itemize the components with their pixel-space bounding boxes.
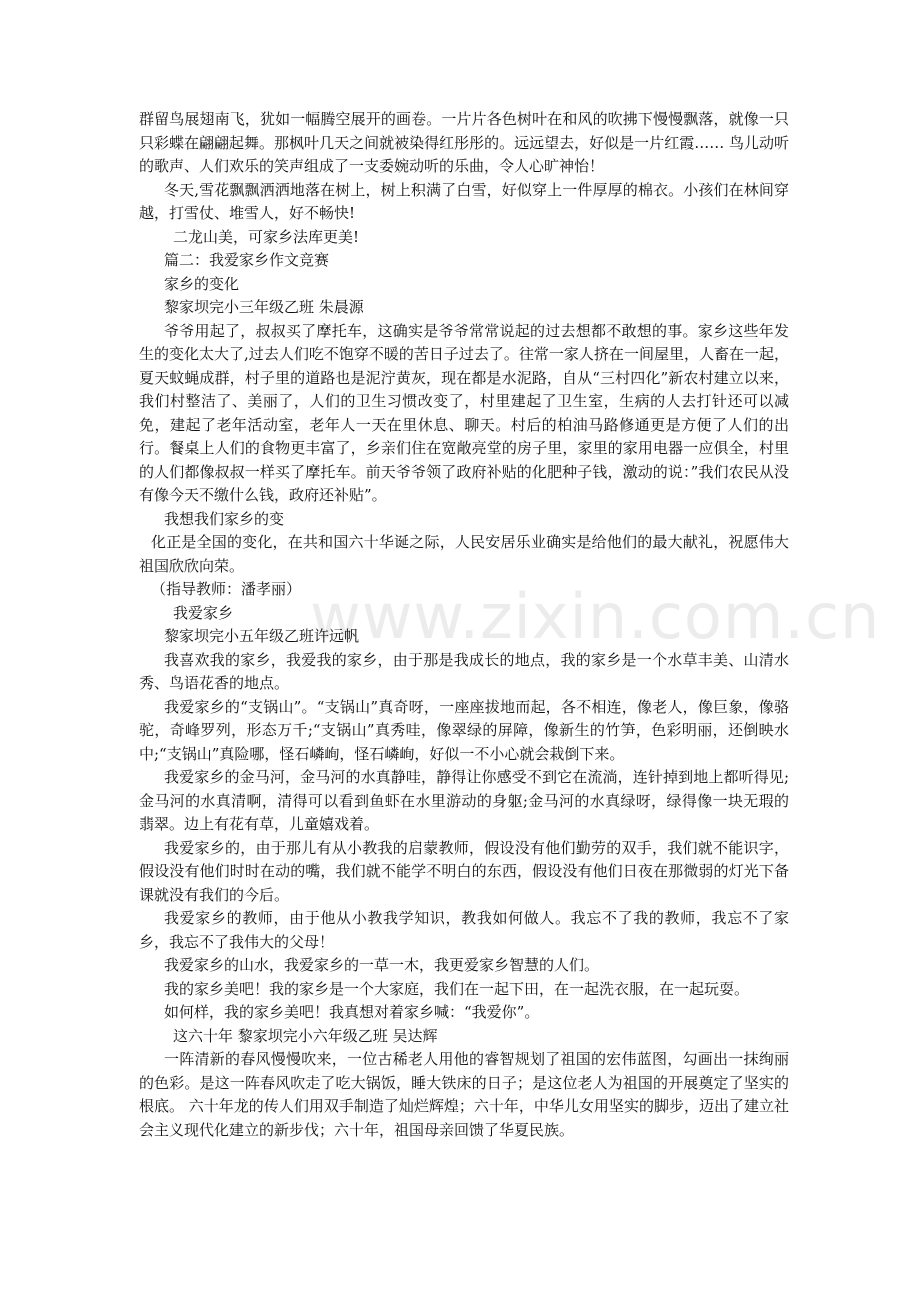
paragraph-erlong: 二龙山美，可家乡法库更美! <box>173 227 360 246</box>
paragraph-mountain: 我爱家乡的“支锅山”。“支锅山”真奇呀，一座座拔地而起，各不相连，像老人，像巨象，像骆驼，奇峰罗列，形态万千;“支锅山”真秀哇，像翠绿的屏障，像新生的竹笋，色彩明丽，还倒映水中;“支锅山”真险哪，怪石嶙峋，怪石嶙峋，好似一不小心就会栽倒下来。 <box>139 697 789 763</box>
section-heading: 篇二：我爱家乡作文竞赛 <box>164 251 330 269</box>
paragraph-winter: 冬天,雪花飘飘洒洒地落在树上，树上积满了白雪，好似穿上一件厚厚的棉衣。小孩们在林间穿越，打雪仗、堆雪人，好不畅快! <box>139 180 789 222</box>
paragraph-fragment: 我想我们家乡的变 <box>164 509 285 528</box>
essay-title: 我爱家乡 <box>173 603 234 622</box>
essay-author: 黎家坝完小五年级乙班许远帆 <box>164 627 360 645</box>
essay-author: 黎家坝完小三年级乙班 朱晨源 <box>164 298 364 316</box>
paragraph-intro: 我喜欢我的家乡，我爱我的家乡，由于那是我成长的地点，我的家乡是一个水草丰美、山清水秀、鸟语花香的地点。 <box>139 650 789 692</box>
paragraph-teacher: 我爱家乡的教师，由于他从小教我学知识，教我如何做人。我忘不了我的教师，我忘不了家乡，我忘不了我伟大的父母！ <box>139 909 789 951</box>
essay-title-author: 这六十年 黎家坝完小六年级乙班 吴达辉 <box>173 1026 438 1045</box>
paragraph-sixty-years: 一阵清新的春风慢慢吹来，一位古稀老人用他的睿智规划了祖国的宏伟蓝图，勾画出一抹绚丽的色彩。是这一阵春风吹走了吃大锅饭，睡大铁床的日子；是这位老人为祖国的开展奠定了坚实的根底。 六十年龙的传人们用双手制造了灿烂辉煌；六十年，中华儿女用坚实的脚步，迈出了建立社会主义现代化建立的新步伐；六十年，祖国母亲回馈了华夏民族。 <box>139 1050 789 1139</box>
teacher-credit: （指导教师：潘孝丽） <box>151 580 302 598</box>
paragraph-family: 我的家乡美吧！我的家乡是一个大家庭，我们在一起下田，在一起洗衣服，在一起玩耍。 <box>164 979 750 998</box>
paragraph-teachers: 我爱家乡的，由于那儿有从小教我的启蒙教师，假设没有他们勤劳的双手，我们就不能识字，假设没有他们时时在动的嘴，我们就不能学不明白的东西，假设没有他们日夜在那微弱的灯光下备课就没有我们的今后。 <box>139 838 789 904</box>
essay-title: 家乡的变化 <box>164 274 240 293</box>
paragraph-autumn: 群留鸟展翅南飞，犹如一幅腾空展开的画卷。一片片各色树叶在和风的吹拂下慢慢飘落，就像一只只彩蝶在翩翩起舞。那枫叶几天之间就被染得红彤彤的。远远望去，好似是一片红霞…… 鸟儿动听的歌声、人们欢乐的笑声组成了一支委婉动听的乐曲，令人心旷神怡！ <box>139 110 789 175</box>
document-body <box>139 108 881 1142</box>
paragraph-river: 我爱家乡的金马河，金马河的水真静哇，静得让你感受不到它在流淌，连针掉到地上都听得见;金马河的水真清啊，清得可以看到鱼虾在水里游动的身躯;金马河的水真绿呀，绿得像一块无瑕的翡翠。边上有花有草，儿童嬉戏着。 <box>139 768 789 833</box>
watermark: www.zixin.com.cn <box>310 580 881 653</box>
paragraph-national: 化正是全国的变化，在共和国六十华诞之际，人民安居乐业确实是给他们的最大献礼，祝愿伟大祖国欣欣向荣。 <box>139 533 789 575</box>
paragraph-changes: 爷爷用起了，叔叔买了摩托车，这确实是爷爷常常说起的过去想都不敢想的事。家乡这些年发生的变化太大了,过去人们吃不饱穿不暖的苦日子过去了。往常一家人挤在一间屋里，人畜在一起，夏天蚊蝇成群，村子里的道路也是泥泞黄灰，现在都是水泥路，自从“三村四化”新农村建立以来，我们村整洁了、美丽了，人们的卫生习惯改变了，村里建起了卫生室，生病的人去打针还可以减免，建起了老年活动室，老年人一天在里休息、聊天。村后的柏油马路修通更是方便了人们的出行。餐桌上人们的食物更丰富了，乡亲们住在宽敞亮堂的房子里，家里的家用电器一应俱全，村里的人们都像叔叔一样买了摩托车。前天爷爷领了政府补贴的化肥种子钱，激动的说：”我们农民从没有像今天不缴什么钱，政府还补贴”。 <box>139 321 789 504</box>
paragraph-people: 我爱家乡的山水，我爱家乡的一草一木，我更爱家乡智慧的人们。 <box>164 956 600 974</box>
paragraph-shout: 如何样，我的家乡美吧！我真想对着家乡喊：“我爱你”。 <box>164 1003 540 1021</box>
